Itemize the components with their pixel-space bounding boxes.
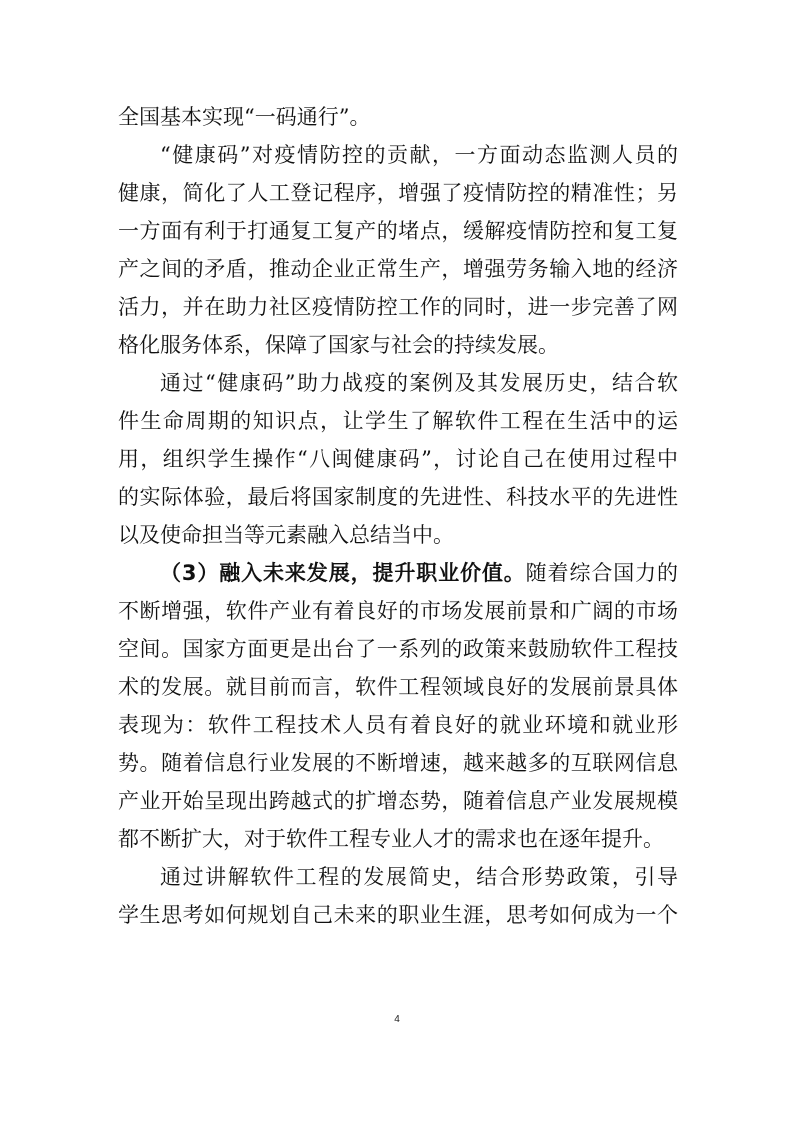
text-line: 都不断扩大，对于软件工程专业人才的需求也在逐年提升。 [118,827,664,851]
text-line [118,554,678,592]
text-line: 件生命周期的知识点，让学生了解软件工程在生活中的运 [118,409,678,433]
text-line: 表现为：软件工程技术人员有着良好的就业环境和就业形 [118,713,678,737]
text-line: 全国基本实现“一码通行”。 [118,105,371,129]
page-number: 4 [394,1014,400,1025]
text-line: 不断增强，软件产业有着良好的市场发展前景和广阔的市场 [118,599,678,623]
text-line: 通过“健康码”助力战疫的案例及其发展历史，结合软 [160,371,678,395]
text-line: 学生思考如何规划自己未来的职业生涯，思考如何成为一个 [118,903,678,927]
heading-line-rest: 随着综合国力的 [525,561,678,585]
text-line: 一方面有利于打通复工复产的堵点，缓解疫情防控和复工复 [118,219,678,243]
text-line: 用，组织学生操作“八闽健康码”，讨论自己在使用过程中 [118,447,678,471]
text-line: 的实际体验，最后将国家制度的先进性、科技水平的先进性 [118,485,678,509]
paragraph-3 [118,364,678,554]
text-line: 健康，简化了人工登记程序，增强了疫情防控的精准性；另 [118,181,678,205]
section-heading: （3）融入未来发展，提升职业价值。 [160,561,526,585]
text-line: 以及使命担当等元素融入总结当中。 [118,523,454,547]
text-line: 术的发展。就目前而言，软件工程领域良好的发展前景具体 [118,675,678,699]
paragraph-5 [118,858,678,934]
text-line: 产业开始呈现出跨越式的扩增态势，随着信息产业发展规模 [118,789,678,813]
text-line: 格化服务体系，保障了国家与社会的持续发展。 [118,333,559,357]
text-line: 空间。国家方面更是出台了一系列的政策来鼓励软件工程技 [118,637,678,661]
text-line: 产之间的矛盾，推动企业正常生产，增强劳务输入地的经济 [118,257,678,281]
text-line: 势。随着信息行业发展的不断增速，越来越多的互联网信息 [118,751,678,775]
document-body [118,98,678,934]
text-line: “健康码”对疫情防控的贡献，一方面动态监测人员的 [160,143,678,167]
paragraph-1 [118,98,678,136]
paragraph-4 [118,554,678,858]
text-line: 活力，并在助力社区疫情防控工作的同时，进一步完善了网 [118,295,678,319]
paragraph-2 [118,136,678,364]
text-line: 通过讲解软件工程的发展简史，结合形势政策，引导 [160,865,678,889]
